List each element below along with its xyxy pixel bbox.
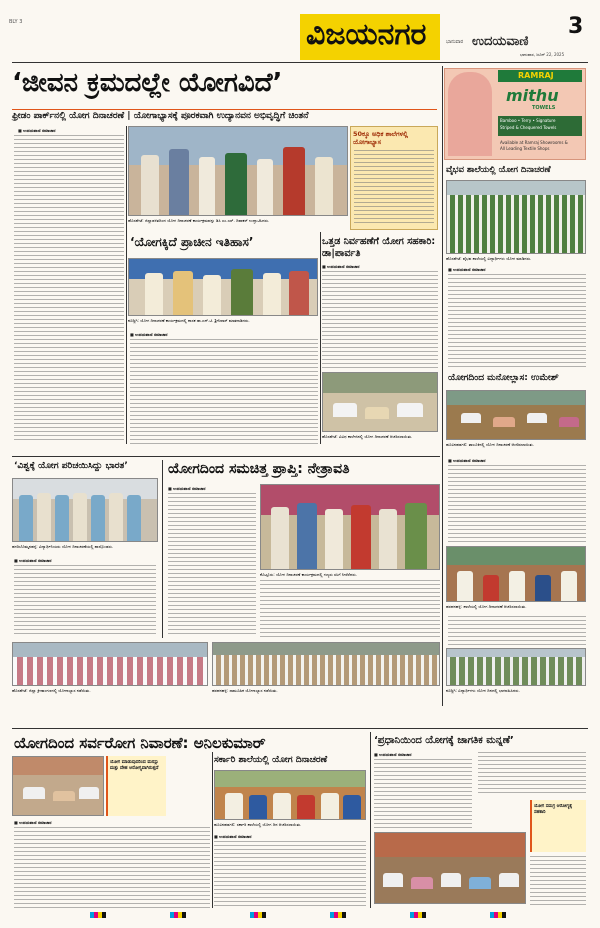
vaibhav-headline: ವೈಭವ ಶಾಲೆಯಲ್ಲಿ ಯೋಗ ದಿನಾಚರಣೆ (446, 165, 551, 175)
lead-byline: ■ ಉದಯವಾಣಿ ಸಮಾಚಾರ (18, 128, 56, 133)
page-ref: BLY 3 (9, 19, 23, 25)
vishwakke-headline: ‘ವಿಶ್ವಕ್ಕೆ ಯೋಗ ಪರಿಚಯಿಸಿದ್ದು ಭಾರತ’ (14, 461, 128, 471)
rule-right-col (442, 66, 443, 706)
vishwakke-caption: ಹಗರಿಬೊಮ್ಮನಹಳ್ಳಿ: ವಿದ್ಯಾರ್ಥಿನಿಯರು ಯೋಗ ದಿನಾಚರಣೆಯಲ್ಲಿ ಪಾಲ್ಗೊಂಡರು. (12, 544, 114, 549)
lead-headline: ‘ಜೀವನ ಕ್ರಮದಲ್ಲೇ ಯೋಗವಿದೆ’ (12, 68, 283, 98)
sarvaroga-quote: ಯೋಗ ಮಾಡುವುದರಿಂದ ಮನಸ್ಸು ಮತ್ತು ದೇಹ ಆರೋಗ್ಯವಾಗಿರುತ್ತದೆ (110, 760, 159, 771)
pradhani-byline: ■ ಉದಯವಾಣಿ ಸಮಾಚಾರ (374, 752, 412, 757)
box50-headline: 50ಕ್ಕೂ ಅಧಿಕ ಶಾಲೆಗಳಲ್ಲಿ ಯೋಗಾಭ್ಯಾಸ (353, 130, 408, 146)
vishwakke-body (14, 565, 156, 637)
sarkari-body (214, 841, 366, 909)
lead-photo-caption: ಹೊಸಪೇಟೆ: ಜಿಲ್ಲಾಡಳಿತದಿಂದ ಯೋಗ ದಿನಾಚರಣೆ ಕಾರ್ಯಕ್ರಮವನ್ನು ಡಿಸಿ ಎಂ.ಎಸ್. ದಿವಾಕರ್ ಉದ್ಘಾಟಿಸಿದರು. (128, 218, 270, 223)
bottom-mid-caption: ಹರಪನಹಳ್ಳಿ: ಸಾಮೂಹಿಕ ಯೋಗಾಭ್ಯಾಸ ನಡೆಯಿತು. (212, 688, 278, 693)
pradhani-headline: ‘ಪ್ರಧಾನಿಯಿಂದ ಯೋಗಕ್ಕೆ ಜಾಗತಿಕ ಮನ್ನಣೆ’ (374, 735, 514, 746)
ottada-body (322, 271, 438, 371)
sarvaroga-headline: ಯೋಗದಿಂದ ಸರ್ವರೋಗ ನಿವಾರಣೆ: ಅನಿಲಕುಮಾರ್ (14, 734, 266, 752)
sarvaroga-photo (12, 756, 104, 816)
sarkari-headline: ಸರ್ಕಾರಿ ಶಾಲೆಯಲ್ಲಿ ಯೋಗ ದಿನಾಚರಣೆ (214, 755, 328, 765)
ad-brand: RAMRAJ (518, 71, 554, 80)
lead-photo (128, 126, 348, 216)
pradhani-photo (374, 832, 526, 904)
vaibhav-body (448, 274, 586, 368)
ottada-caption: ಹೊಸಪೇಟೆ: ವಿವಿಧ ಕಾಲೇಜಿನಲ್ಲಿ ಯೋಗ ದಿನಾಚರಣೆ ಆಚರಿಸಲಾಯಿತು. (322, 434, 413, 439)
box50-text (354, 150, 434, 226)
manolasa-headline: ಯೋಗದಿಂದ ಮನೋಲ್ಲಾಸ: ಉಮೇಶ್ (448, 373, 559, 383)
ad-line2: Striped & Chequered Towels (500, 125, 557, 130)
ottada-photo (322, 372, 438, 432)
right-photo-2 (446, 648, 586, 686)
rule-bottom-top (12, 728, 588, 729)
registration-marks (90, 912, 510, 918)
right-photo-1 (446, 546, 586, 602)
rule-col2 (320, 232, 321, 444)
subhead-bar (12, 109, 437, 110)
vishwakke-photo (12, 478, 158, 542)
manolasa-photo (446, 390, 586, 440)
pradhani-body-2 (478, 752, 586, 796)
manolasa-byline: ■ ಉದಯವಾಣಿ ಸಮಾಚಾರ (448, 458, 486, 463)
rule-mid-top (12, 456, 440, 457)
sarkari-photo (214, 770, 366, 820)
ad-sub: TOWELS (532, 105, 556, 111)
sarkari-caption: ಹೂವಿನಹಡಗಲಿ: ಸರ್ಕಾರಿ ಶಾಲೆಯಲ್ಲಿ ಯೋಗ ದಿನ ಆಚರಿಸಲಾಯಿತು. (214, 822, 302, 827)
itihasa-caption: ಕೂಡ್ಲಿಗಿ: ಯೋಗ ದಿನಾಚರಣೆ ಕಾರ್ಯಕ್ರಮದಲ್ಲಿ ಶಾಸಕ ಡಾ.ಎನ್.ಟಿ. ಶ್ರೀನಿವಾಸ್ ಮಾತನಾಡಿದರು. (128, 318, 250, 323)
ad-model-image (448, 72, 492, 156)
rule-masthead (12, 62, 588, 63)
vishwakke-byline: ■ ಉದಯವಾಣಿ ಸಮಾಚಾರ (14, 558, 52, 563)
samachitta-body-2 (260, 580, 440, 637)
ottada-headline: ಒತ್ತಡ ನಿರ್ವಹಣೆಗೆ ಯೋಗ ಸಹಕಾರಿ: ಡಾ|ಪಾರ್ವತಿ (322, 236, 436, 259)
rule-mid-col (162, 460, 163, 638)
vaibhav-photo (446, 180, 586, 254)
ad-line3: Available at Ramraj Showrooms & (500, 140, 568, 145)
rule-col1 (126, 126, 127, 444)
date-line: ಭಾನುವಾರ, ಜೂನ್ 22, 2025 (520, 52, 565, 57)
sarvaroga-byline: ■ ಉದಯವಾಣಿ ಸಮಾಚಾರ (14, 820, 52, 825)
pradhani-body-3 (530, 856, 586, 906)
pradhani-quote: ಯೋಗ ಸಮಗ್ರ ಆರೋಗ್ಯಕ್ಕೆ ಸಹಕಾರಿ (534, 804, 573, 815)
ad-line1: Bamboo • Terry • Signature (500, 118, 556, 123)
right-caption-1: ಹರಪನಹಳ್ಳಿ: ಶಾಲೆಯಲ್ಲಿ ಯೋಗ ದಿನಾಚರಣೆ ಆಚರಿಸಲಾಯಿತು. (446, 604, 527, 609)
ottada-byline: ■ ಉದಯವಾಣಿ ಸಮಾಚಾರ (322, 264, 360, 269)
samachitta-byline: ■ ಉದಯವಾಣಿ ಸಮಾಚಾರ (168, 486, 206, 491)
paper-name: ಉದಯವಾಣಿ (472, 34, 529, 49)
samachitta-headline: ಯೋಗದಿಂದ ಸಮಚಿತ್ತ ಪ್ರಾಪ್ತಿ: ನೇತ್ರಾವತಿ (168, 461, 350, 477)
itihasa-photo (128, 258, 318, 316)
sarvaroga-body (14, 827, 210, 909)
vaibhav-byline: ■ ಉದಯವಾಣಿ ಸಮಾಚಾರ (448, 267, 486, 272)
samachitta-body-1 (168, 493, 256, 637)
rule-bottom-col2 (370, 732, 371, 908)
itihasa-byline: ■ ಉದಯವಾಣಿ ಸಮಾಚಾರ (130, 332, 168, 337)
sarkari-byline: ■ ಉದಯವಾಣಿ ಸಮಾಚಾರ (214, 834, 252, 839)
pradhani-body-1 (374, 759, 472, 829)
lead-body-col1 (14, 135, 124, 442)
bottom-left-photo (12, 642, 208, 686)
itihasa-headline: ‘ಯೋಗಕ್ಕಿದೆ ಪ್ರಾಚೀನ ಇತಿಹಾಸ’ (130, 235, 254, 249)
right-caption-2: ಕೂಡ್ಲಿಗಿ: ವಿದ್ಯಾರ್ಥಿಗಳು ಯೋಗ ದಿನದಲ್ಲಿ ಭಾಗವಹಿಸಿದರು. (446, 688, 520, 693)
page-number: 3 (568, 14, 584, 39)
section-title: ವಿಜಯನಗರ (306, 17, 427, 52)
itihasa-body (130, 339, 318, 444)
bottom-mid-photo (212, 642, 440, 686)
ad-product: mithu (506, 86, 559, 105)
samachitta-caption: ಕೊಟ್ಟೂರು: ಯೋಗ ದಿನಾಚರಣೆ ಕಾರ್ಯಕ್ರಮದಲ್ಲಿ ಗಣ್ಯರು ಸಸಿಗೆ ನೀರೆರೆದರು. (260, 572, 358, 577)
right-body-1 (448, 616, 586, 646)
manolasa-body (448, 465, 586, 545)
paper-prefix: ಭಾನುವಾರ (446, 39, 464, 45)
lead-subhead: ಫ್ರೀಡಂ ಪಾರ್ಕ್‌ನಲ್ಲಿ ಯೋಗ ದಿನಾಚರಣೆ | ಯೋಗಾಭ್ಯಾಸಕ್ಕೆ ಪೂರಕವಾಗಿ ಉದ್ಯಾನವನ ಅಭಿವೃದ್ಧಿಗೆ ಚಿಂತನೆ (12, 111, 309, 121)
ad-line4: All Leading Textile Shops (500, 146, 550, 151)
manolasa-caption: ಹೂವಿನಹಡಗಲಿ: ತಾಲೂಕಿನಲ್ಲಿ ಯೋಗ ದಿನಾಚರಣೆ ಆಚರಿಸಲಾಯಿತು. (446, 442, 535, 447)
rule-bottom-col1 (212, 752, 213, 908)
bottom-left-caption: ಹೊಸಪೇಟೆ: ಜಿಲ್ಲಾ ಕ್ರೀಡಾಂಗಣದಲ್ಲಿ ಯೋಗಾಭ್ಯಾಸ ನಡೆಯಿತು. (12, 688, 91, 693)
samachitta-photo (260, 484, 440, 570)
vaibhav-caption: ಹೊಸಪೇಟೆ: ವೈಭವ ಶಾಲೆಯಲ್ಲಿ ವಿದ್ಯಾರ್ಥಿಗಳು ಯೋಗ ಮಾಡಿದರು. (446, 256, 532, 261)
